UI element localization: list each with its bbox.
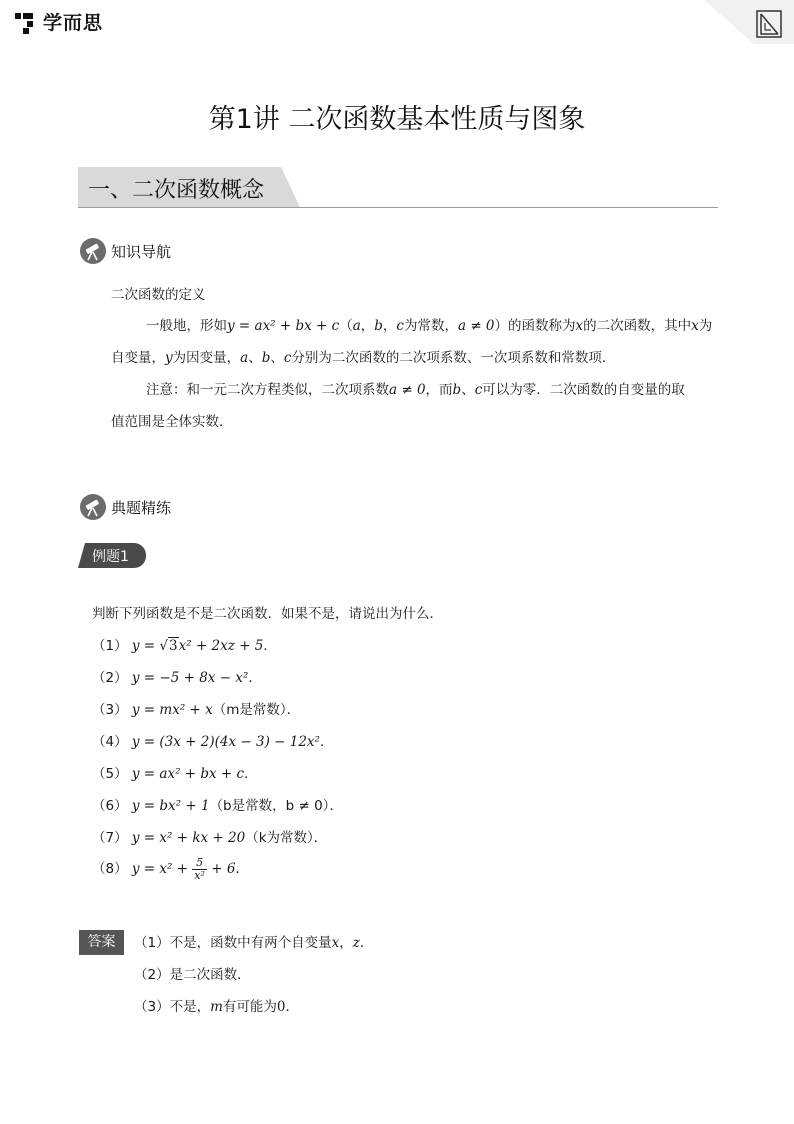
example-tag [78, 543, 146, 568]
section-divider [78, 207, 718, 208]
telescope-icon [79, 237, 107, 265]
question-item-4: （4） y = (3x + 2)(4x − 3) − 12x²． [92, 734, 334, 750]
answer-item-1: （1）不是，函数中有两个自变量x，z． [134, 935, 374, 951]
lecture-title: 第1讲 二次函数基本性质与图象 [208, 104, 586, 135]
knowledge-heading [79, 237, 171, 265]
definition-paragraph-2: 自变量，y为因变量，a、b、c分别为二次函数的二次项系数、一次项系数和常数项． [111, 350, 616, 366]
fraction: $\frac{5}{\text{x²}}$ [194, 855, 205, 882]
brand-name: 学而思 [43, 12, 104, 34]
note-paragraph: 注意：和一元二次方程类似，二次项系数a ≠ 0，而b、c可以为零．二次函数的自变量的取 [146, 382, 685, 398]
definition-title: 二次函数的定义 [111, 287, 206, 303]
triangle-ruler-icon [756, 10, 782, 38]
question-text: 判断下列函数是不是二次函数．如果不是，请说出为什么． [92, 606, 443, 622]
question-item-7: （7） y = x² + kx + 20（k为常数）． [92, 830, 328, 846]
question-item-6: （6） y = bx² + 1（b是常数，b ≠ 0）． [92, 798, 343, 814]
answer-item-3: （3）不是，m有可能为0． [134, 999, 299, 1015]
practice-heading [79, 493, 171, 521]
knowledge-heading-label: 知识导航 [111, 242, 172, 261]
answer-item-2: （2）是二次函数． [134, 967, 251, 983]
section-banner [78, 167, 718, 211]
xueersi-logo-icon [14, 9, 40, 35]
question-item-2: （2） y = −5 + 8x − x²． [92, 670, 262, 686]
note-paragraph-end: 值范围是全体实数． [111, 414, 233, 430]
question-item-8: （8） y = x² + $\frac{5}{\text{x²}}$ + 6． [92, 855, 249, 882]
example-tag-label: 例题1 [92, 549, 129, 565]
practice-heading-label: 典题精练 [111, 498, 172, 517]
question-item-1: （1） y = √3x² + 2xz + 5． [92, 638, 277, 654]
question-item-3: （3） y = mx² + x（m是常数）． [92, 702, 301, 718]
telescope-icon [79, 493, 107, 521]
answer-badge: 答案 [79, 930, 124, 955]
definition-paragraph-1: 一般地，形如y = ax² + bx + c（a，b，c为常数，a ≠ 0）的函数称为x的二次函数，其中x为 [146, 318, 713, 334]
question-item-5: （5） y = ax² + bx + c． [92, 766, 258, 782]
brand-logo [14, 8, 103, 35]
section-title: 一、二次函数概念 [88, 178, 265, 203]
